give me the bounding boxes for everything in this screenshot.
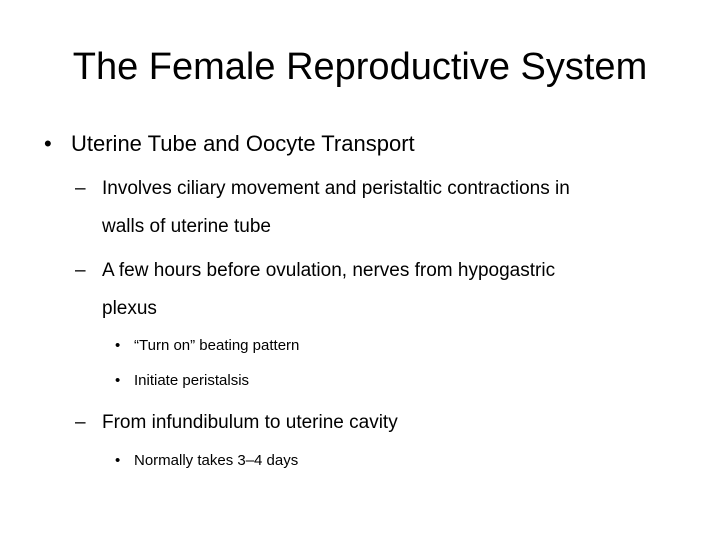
sub-bullet-text: Involves ciliary movement and peristaltic contractions in: [102, 178, 570, 199]
slide-title: The Female Reproductive System: [72, 46, 648, 88]
sub-sub-bullet-text: Initiate peristalsis: [134, 372, 250, 389]
sub-bullet-text: A few hours before ovulation, nerves from hypogastric: [102, 260, 556, 281]
bullet-marker: •: [44, 131, 52, 156]
sub-sub-bullet-marker: •: [115, 337, 121, 354]
sub-sub-bullet-marker: •: [115, 372, 121, 389]
dash-marker: –: [75, 178, 86, 199]
dash-marker: –: [75, 260, 86, 281]
bullet-heading: Uterine Tube and Oocyte Transport: [71, 131, 415, 156]
sub-bullet-text-continued: plexus: [102, 298, 157, 319]
sub-sub-bullet-text: “Turn on” beating pattern: [134, 337, 300, 354]
sub-sub-bullet-marker: •: [115, 452, 121, 469]
sub-sub-bullet-text: Normally takes 3–4 days: [134, 452, 299, 469]
dash-marker: –: [75, 412, 86, 433]
sub-bullet-text: From infundibulum to uterine cavity: [102, 412, 398, 433]
sub-bullet-text-continued: walls of uterine tube: [102, 216, 271, 237]
